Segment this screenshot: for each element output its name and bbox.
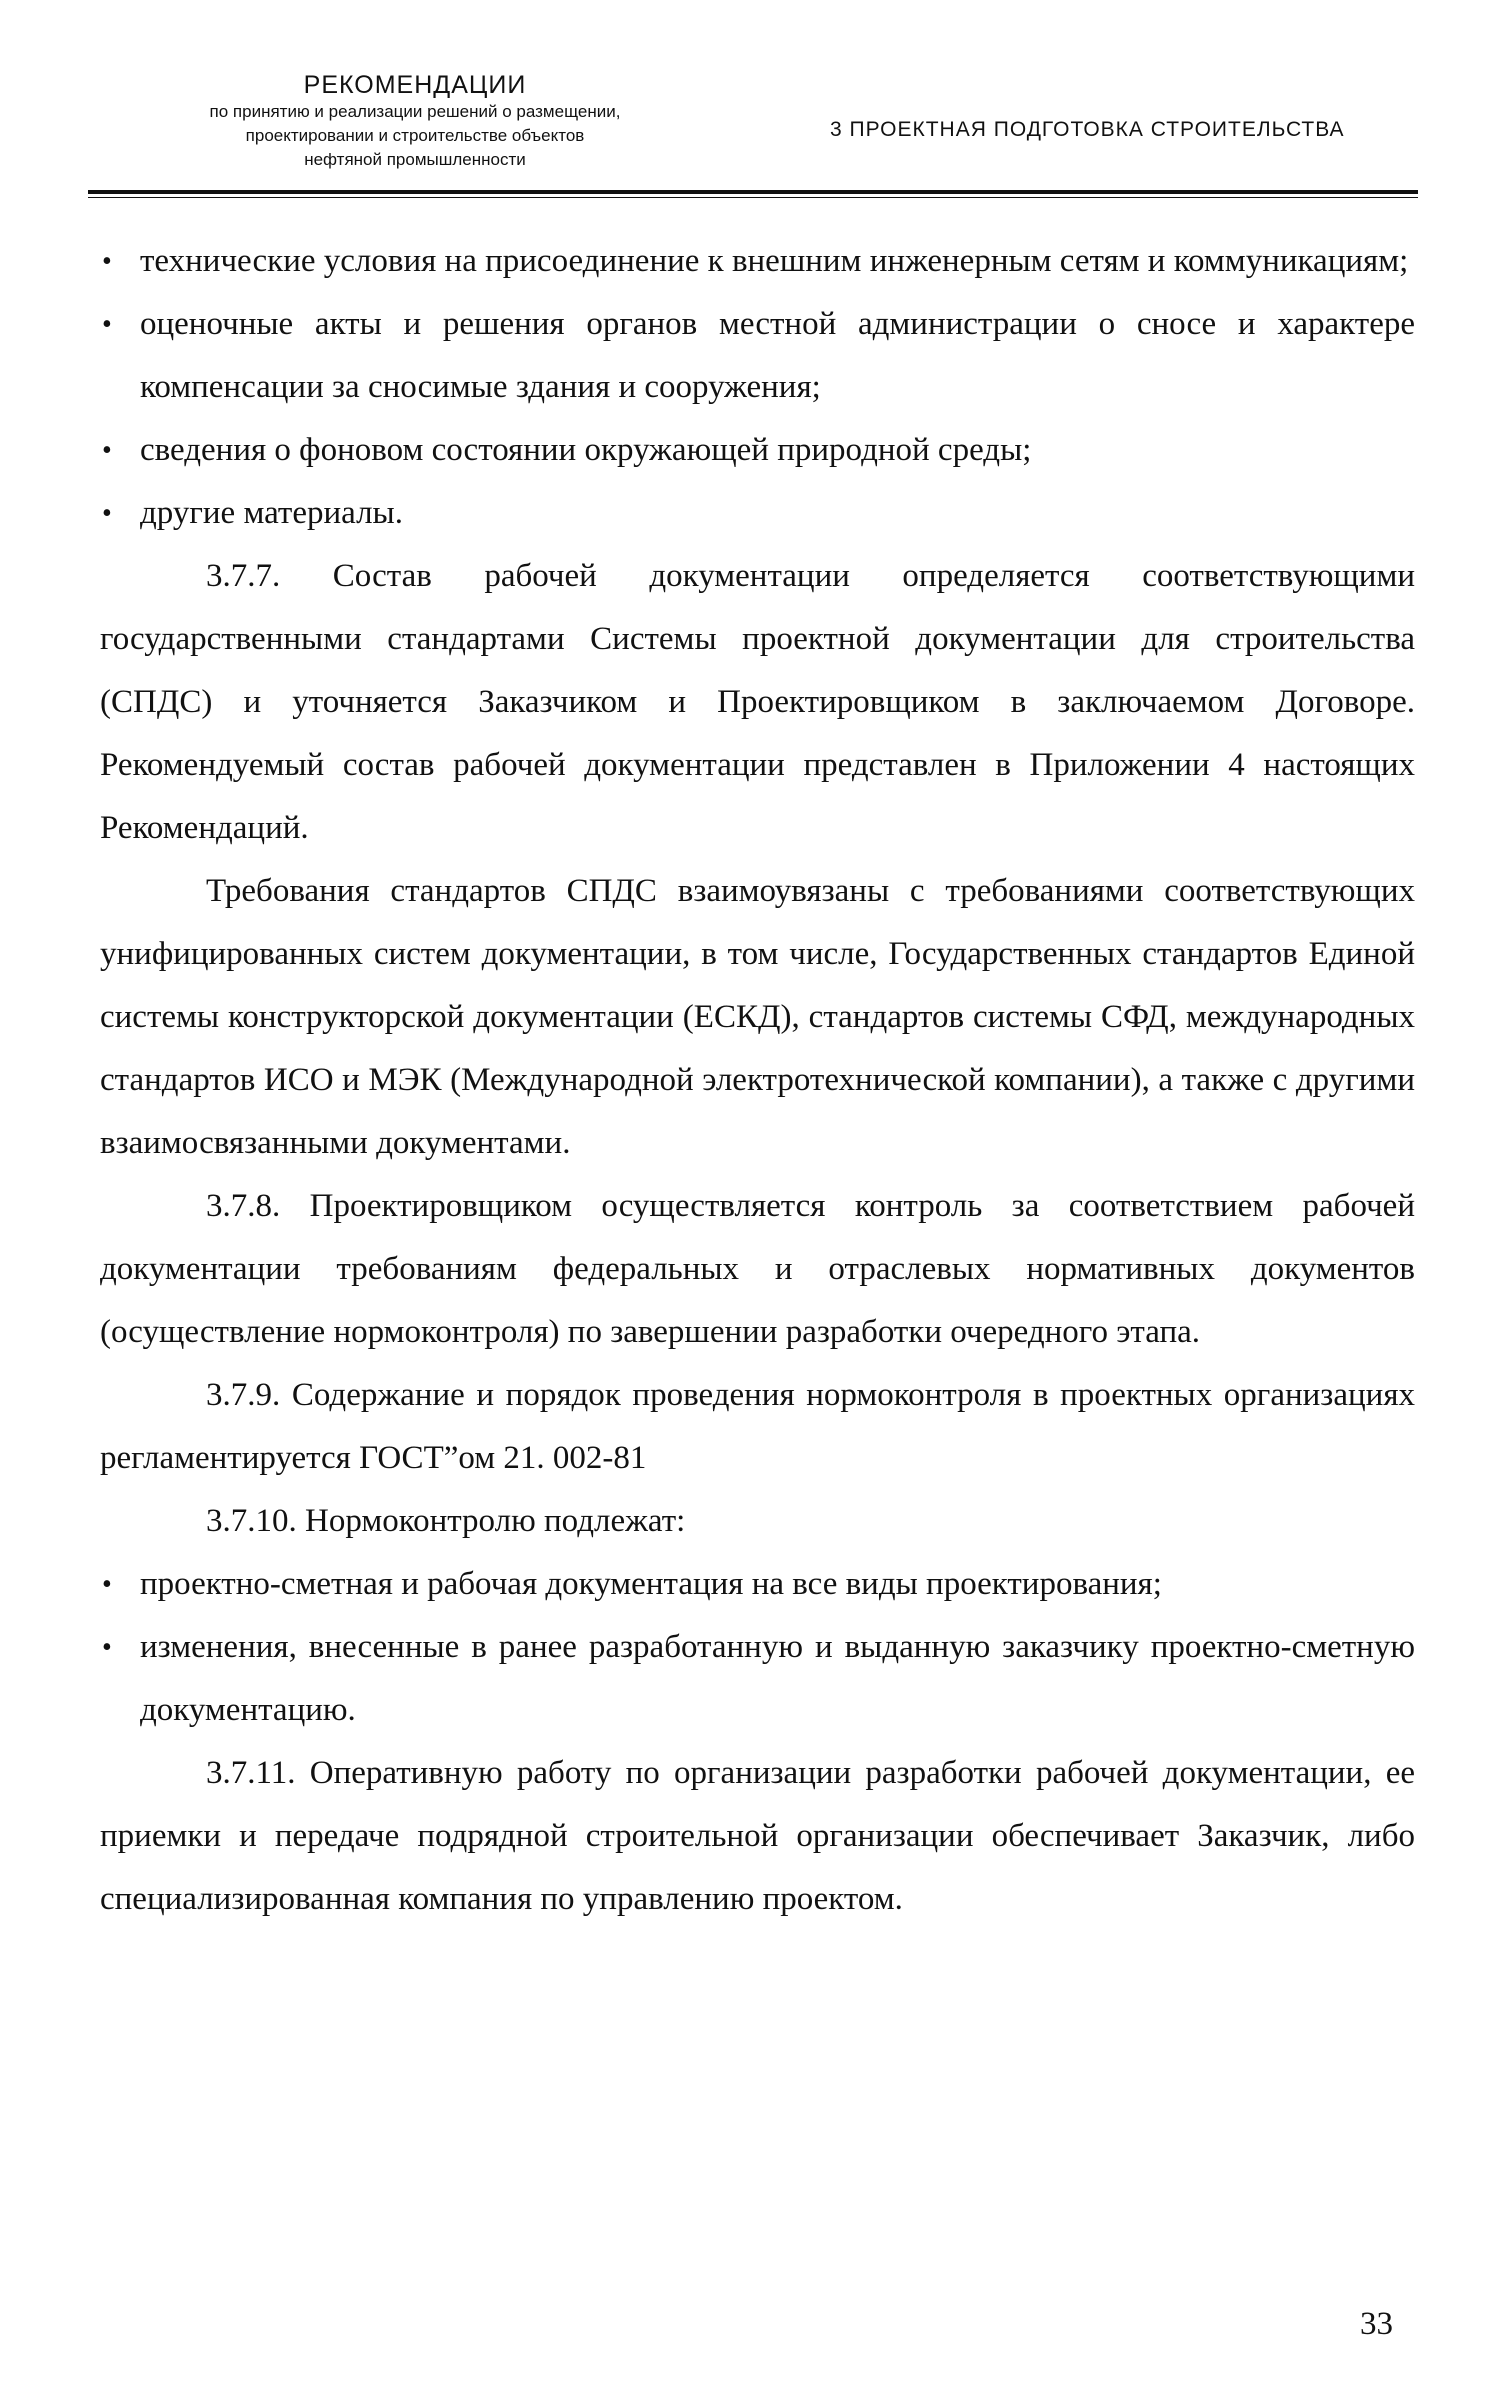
bullet-list-bottom [100, 1553, 1415, 1742]
header-divider [88, 190, 1418, 194]
list-item-text: проектно-сметная и рабочая документация на все виды проектирования; [140, 1566, 1162, 1602]
list-item-text: другие материалы. [140, 495, 403, 531]
paragraph-3-7-11: 3.7.11. Оперативную работу по организации разработки рабочей документации, ее приемки и передаче подрядной строительной организации обеспечивает Заказчик, либо специализированная компания по управлению проектом. [100, 1755, 1415, 1917]
list-item [100, 1553, 1415, 1616]
paragraph-3-7-9: 3.7.9. Содержание и порядок проведения нормоконтроля в проектных организациях регламентируется ГОСТ”ом 21. 002-81 [100, 1377, 1415, 1476]
page-number: 33 [1360, 2306, 1393, 2342]
bullet-icon: • [102, 1632, 112, 1663]
bullet-icon: • [102, 498, 112, 529]
bullet-icon: • [102, 1569, 112, 1600]
bullet-icon: • [102, 435, 112, 466]
header-divider-thin [88, 197, 1418, 198]
list-item [100, 419, 1415, 482]
document-subtitle-line: по принятию и реализации решений о размещении, [209, 102, 621, 121]
bullet-icon: • [102, 309, 112, 340]
paragraph-3-7-10: 3.7.10. Нормоконтролю подлежат: [206, 1503, 686, 1539]
document-subtitle-line: проектировании и строительстве объектов [245, 126, 585, 145]
list-item [100, 293, 1415, 419]
page-header [0, 0, 1509, 200]
paragraph-spds-requirements: Требования стандартов СПДС взаимоувязаны с требованиями соответствующих унифицированных систем документации, в том числе, Государственных стандартов Единой системы конструкторской документации (ЕСКД), стандартов системы СФД, международных стандартов ИСО и МЭК (Международной электротехнической компании), а также с другими взаимосвязанными документами. [100, 873, 1415, 1161]
document-title: РЕКОМЕНДАЦИИ [303, 71, 527, 99]
bullet-list-top [100, 230, 1415, 545]
section-title: 3 ПРОЕКТНАЯ ПОДГОТОВКА СТРОИТЕЛЬСТВА [830, 118, 1345, 141]
list-item-text: оценочные акты и решения органов местной администрации о сносе и характере компенсации за сносимые здания и сооружения; [140, 306, 1415, 405]
list-item-text: технические условия на присоединение к внешним инженерным сетям и коммуникациям; [140, 243, 1409, 279]
document-subtitle-line: нефтяной промышленности [304, 150, 526, 169]
paragraph-3-7-8: 3.7.8. Проектировщиком осуществляется контроль за соответствием рабочей документации требованиям федеральных и отраслевых нормативных документов (осуществление нормоконтроля) по завершении разработки очередного этапа. [100, 1188, 1415, 1350]
list-item [100, 1616, 1415, 1742]
list-item-text: сведения о фоновом состоянии окружающей природной среды; [140, 432, 1032, 468]
page-body [100, 230, 1415, 1931]
list-item-text: изменения, внесенные в ранее разработанную и выданную заказчику проектно-сметную документацию. [140, 1629, 1415, 1728]
list-item [100, 230, 1415, 293]
bullet-icon: • [102, 246, 112, 277]
list-item [100, 482, 1415, 545]
document-title-block [110, 70, 720, 172]
paragraph-3-7-7: 3.7.7. Состав рабочей документации определяется соответствующими государственными стандартами Системы проектной документации для строительства (СПДС) и уточняется Заказчиком и Проектировщиком в заключаемом Договоре. Рекомендуемый состав рабочей документации представлен в Приложении 4 настоящих Рекомендаций. [100, 558, 1415, 846]
